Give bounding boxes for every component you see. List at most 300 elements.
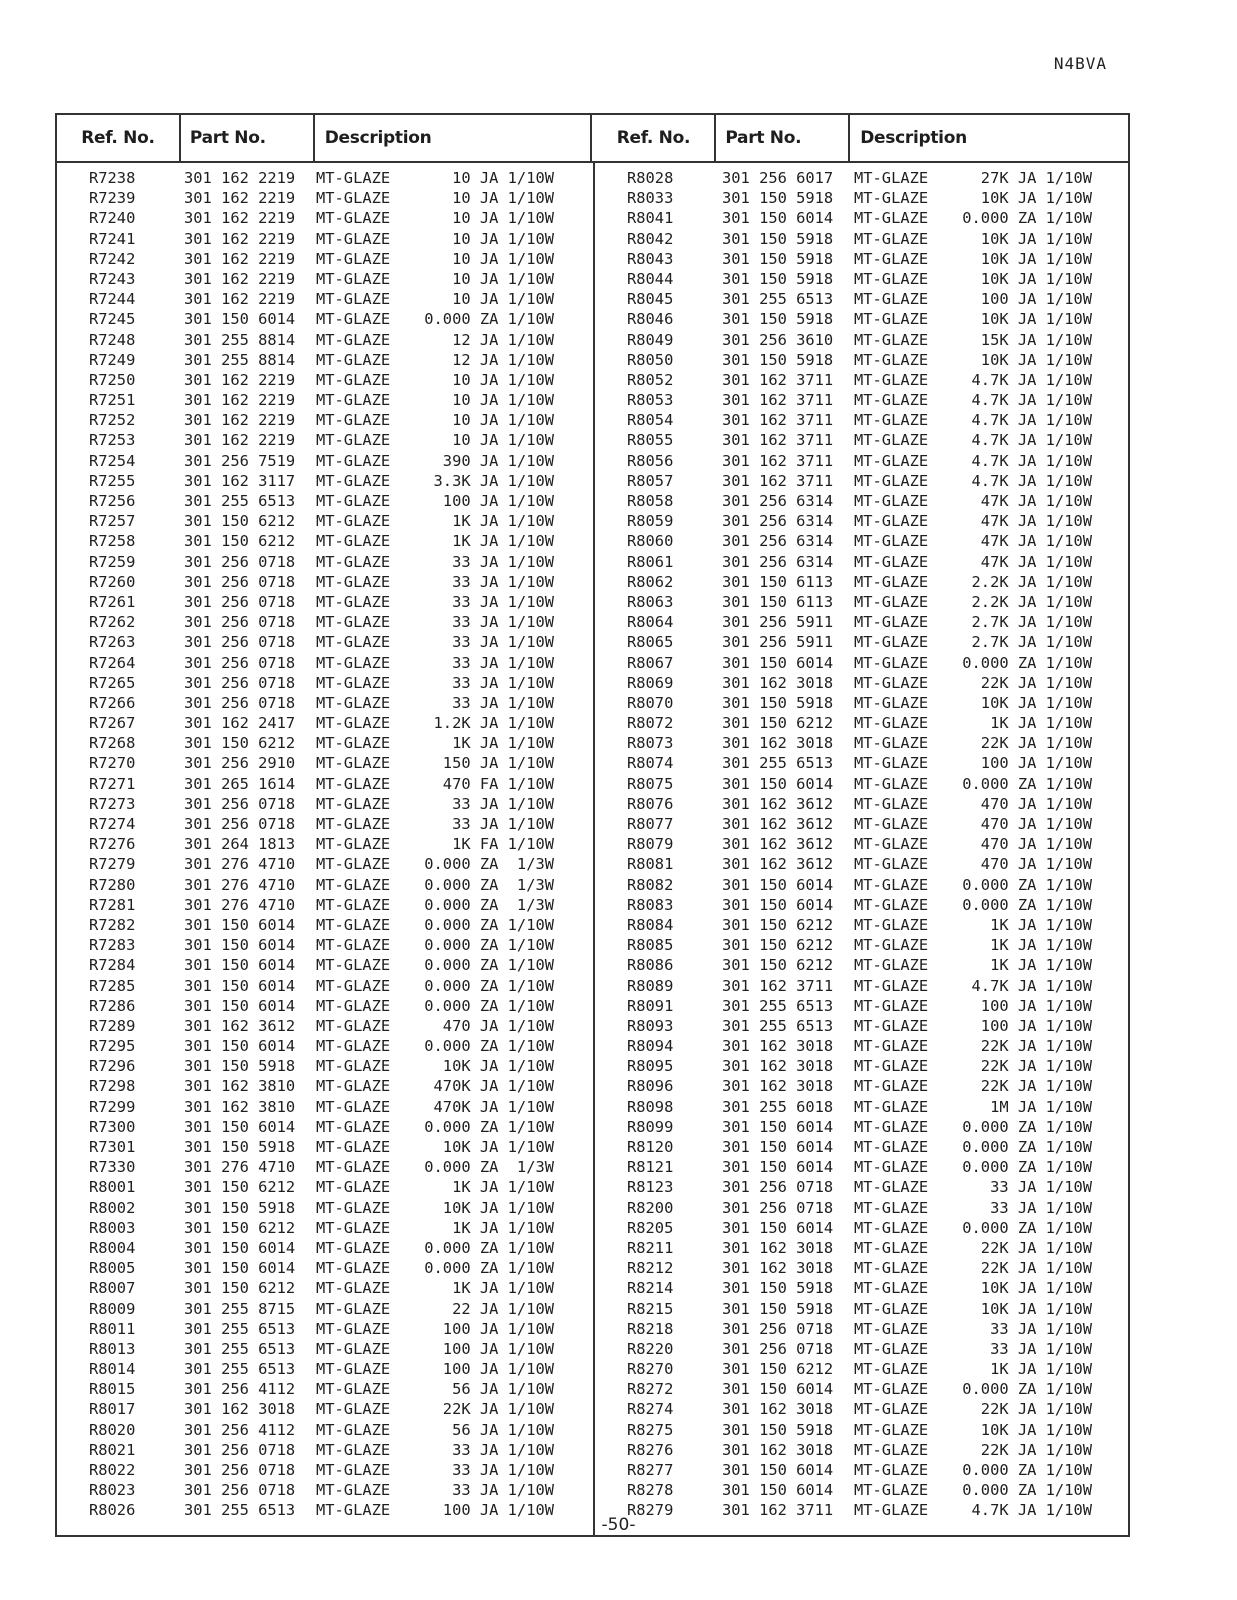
- description-value: 10K JA 1/10W: [980, 310, 1092, 329]
- ref-no: R7242: [89, 249, 136, 268]
- description-value: 12 JA 1/10W: [452, 350, 554, 369]
- part-no: 301 162 2219: [184, 249, 296, 268]
- header-ref-no-right: Ref. No.: [592, 115, 716, 161]
- ref-no: R8079: [627, 835, 674, 854]
- ref-no: R8061: [627, 552, 674, 571]
- description-value: 10K JA 1/10W: [980, 693, 1092, 712]
- part-no: 301 162 2219: [184, 411, 296, 430]
- description-value: 2.2K JA 1/10W: [971, 572, 1092, 591]
- description-value: 0.000 ZA 1/10W: [962, 653, 1092, 672]
- description-type: MT-GLAZE: [316, 1138, 391, 1156]
- description-value: 4.7K JA 1/10W: [971, 471, 1092, 490]
- description-value: 4.7K JA 1/10W: [971, 391, 1092, 410]
- description-type: MT-GLAZE: [316, 1400, 391, 1419]
- description-value: 33 JA 1/10W: [452, 1481, 554, 1500]
- description-value: 10 JA 1/10W: [452, 189, 554, 208]
- description-type: MT-GLAZE: [316, 1481, 391, 1500]
- ref-no: R7279: [89, 855, 136, 874]
- description-value: 4.7K JA 1/10W: [971, 370, 1092, 389]
- description-type: MT-GLAZE: [316, 1360, 391, 1379]
- ref-no: R7260: [89, 572, 136, 591]
- part-no: 301 256 5911: [722, 613, 834, 632]
- ref-no: R8002: [89, 1198, 136, 1217]
- part-no: 301 256 0718: [722, 1339, 834, 1358]
- description-type: MT-GLAZE: [316, 613, 391, 632]
- description-type: MT-GLAZE: [854, 956, 929, 975]
- description-value: 4.7K JA 1/10W: [971, 411, 1092, 430]
- part-no: 301 150 6014: [722, 1138, 834, 1156]
- description-type: MT-GLAZE: [854, 229, 929, 248]
- part-no: 301 150 6212: [184, 734, 296, 753]
- ref-no: R7240: [89, 209, 136, 228]
- description-value: 1K JA 1/10W: [452, 1218, 554, 1237]
- part-no: 301 150 6212: [722, 1360, 834, 1379]
- ref-no: R7274: [89, 815, 136, 833]
- part-no: 301 162 3711: [722, 431, 834, 450]
- description-type: MT-GLAZE: [854, 855, 929, 874]
- description-value: 27K JA 1/10W: [980, 169, 1092, 187]
- part-no: 301 256 0718: [184, 693, 296, 712]
- description-value: 100 JA 1/10W: [980, 754, 1092, 773]
- description-type: MT-GLAZE: [854, 1238, 929, 1257]
- ref-no: R8272: [627, 1380, 674, 1399]
- ref-no: R8044: [627, 269, 674, 288]
- description-type: MT-GLAZE: [854, 1339, 929, 1358]
- description-type: MT-GLAZE: [854, 330, 929, 349]
- description-value: 10 JA 1/10W: [452, 229, 554, 248]
- description-type: MT-GLAZE: [316, 532, 391, 551]
- ref-no: R8009: [89, 1299, 136, 1318]
- ref-no: R8022: [89, 1461, 136, 1479]
- description-type: MT-GLAZE: [854, 189, 929, 208]
- description-value: 33 JA 1/10W: [990, 1198, 1092, 1217]
- description-type: MT-GLAZE: [316, 189, 391, 208]
- description-value: 1K JA 1/10W: [990, 915, 1092, 934]
- part-no: 301 256 0718: [184, 572, 296, 591]
- ref-no: R7249: [89, 350, 136, 369]
- description-value: 10 JA 1/10W: [452, 391, 554, 410]
- ref-no: R8218: [627, 1319, 674, 1338]
- description-value: 100 JA 1/10W: [442, 1319, 554, 1338]
- description-type: MT-GLAZE: [854, 169, 929, 187]
- description-type: MT-GLAZE: [854, 1380, 929, 1399]
- part-no: 301 162 3711: [722, 411, 834, 430]
- part-no: 301 150 6014: [184, 956, 296, 975]
- description-type: MT-GLAZE: [316, 915, 391, 934]
- description-type: MT-GLAZE: [316, 1198, 391, 1217]
- description-type: MT-GLAZE: [316, 1117, 391, 1136]
- ref-no: R7273: [89, 794, 136, 813]
- part-no: 301 150 6014: [184, 1259, 296, 1278]
- description-type: MT-GLAZE: [316, 572, 391, 591]
- description-value: 0.000 ZA 1/10W: [424, 1117, 554, 1136]
- description-value: 470 JA 1/10W: [442, 1016, 554, 1035]
- ref-no: R7238: [89, 169, 136, 187]
- ref-no: R7254: [89, 451, 136, 470]
- part-no: 301 162 3018: [722, 1400, 834, 1419]
- part-no: 301 162 3612: [722, 855, 834, 874]
- description-type: MT-GLAZE: [316, 774, 391, 793]
- description-type: MT-GLAZE: [316, 1178, 391, 1197]
- description-value: 470K JA 1/10W: [433, 1097, 554, 1116]
- part-no: 301 150 6014: [184, 1037, 296, 1056]
- part-no: 301 150 6113: [722, 592, 834, 611]
- ref-no: R7253: [89, 431, 136, 450]
- description-type: MT-GLAZE: [854, 754, 929, 773]
- part-no: 301 150 6014: [184, 996, 296, 1015]
- description-value: 33 JA 1/10W: [990, 1178, 1092, 1197]
- description-value: 10K JA 1/10W: [980, 1420, 1092, 1439]
- description-type: MT-GLAZE: [316, 290, 391, 309]
- description-value: 0.000 ZA 1/10W: [962, 1380, 1092, 1399]
- ref-no: R8083: [627, 895, 674, 914]
- part-no: 301 162 3018: [722, 734, 834, 753]
- ref-no: R8058: [627, 492, 674, 510]
- part-no: 301 150 6014: [722, 1117, 834, 1136]
- part-no: 301 150 6014: [722, 774, 834, 793]
- description-value: 47K JA 1/10W: [980, 532, 1092, 551]
- description-type: MT-GLAZE: [316, 1319, 391, 1338]
- description-type: MT-GLAZE: [316, 1501, 391, 1520]
- ref-no: R8278: [627, 1481, 674, 1500]
- ref-no: R7256: [89, 492, 136, 510]
- part-no: 301 256 0718: [722, 1178, 834, 1197]
- description-value: 1M JA 1/10W: [990, 1097, 1092, 1116]
- description-type: MT-GLAZE: [316, 714, 391, 733]
- ref-no: R8096: [627, 1077, 674, 1096]
- description-type: MT-GLAZE: [316, 1238, 391, 1257]
- part-no: 301 162 2417: [184, 714, 296, 733]
- description-value: 150 JA 1/10W: [442, 754, 554, 773]
- description-type: MT-GLAZE: [854, 1117, 929, 1136]
- part-no: 301 276 4710: [184, 855, 296, 874]
- part-no: 301 150 5918: [184, 1198, 296, 1217]
- description-value: 470 FA 1/10W: [442, 774, 554, 793]
- ref-no: R8073: [627, 734, 674, 753]
- column-divider: [593, 161, 595, 1535]
- description-type: MT-GLAZE: [316, 956, 391, 975]
- description-value: 100 JA 1/10W: [980, 290, 1092, 309]
- part-no: 301 150 5918: [722, 249, 834, 268]
- description-type: MT-GLAZE: [316, 229, 391, 248]
- description-type: MT-GLAZE: [854, 714, 929, 733]
- part-no: 301 256 0718: [184, 633, 296, 652]
- part-no: 301 256 0718: [722, 1198, 834, 1217]
- ref-no: R7283: [89, 936, 136, 955]
- part-no: 301 162 3711: [722, 370, 834, 389]
- ref-no: R8121: [627, 1158, 674, 1177]
- description-value: 3.3K JA 1/10W: [433, 471, 554, 490]
- description-type: MT-GLAZE: [316, 471, 391, 490]
- ref-no: R7263: [89, 633, 136, 652]
- part-no: 301 255 6513: [722, 754, 834, 773]
- description-type: MT-GLAZE: [316, 169, 391, 187]
- description-type: MT-GLAZE: [316, 855, 391, 874]
- description-value: 22K JA 1/10W: [980, 1077, 1092, 1096]
- description-value: 10K JA 1/10W: [980, 1299, 1092, 1318]
- part-no: 301 150 6212: [722, 936, 834, 955]
- ref-no: R7262: [89, 613, 136, 632]
- ref-no: R8220: [627, 1339, 674, 1358]
- part-no: 301 150 6014: [184, 936, 296, 955]
- description-type: MT-GLAZE: [854, 1501, 929, 1520]
- description-type: MT-GLAZE: [854, 1481, 929, 1500]
- ref-no: R7296: [89, 1057, 136, 1076]
- part-no: 301 150 6212: [722, 915, 834, 934]
- part-no: 301 162 3612: [722, 794, 834, 813]
- ref-no: R8004: [89, 1238, 136, 1257]
- description-type: MT-GLAZE: [316, 936, 391, 955]
- part-no: 301 150 6014: [722, 895, 834, 914]
- description-type: MT-GLAZE: [854, 633, 929, 652]
- ref-no: R8041: [627, 209, 674, 228]
- description-value: 1K JA 1/10W: [990, 936, 1092, 955]
- description-type: MT-GLAZE: [854, 310, 929, 329]
- description-value: 10 JA 1/10W: [452, 290, 554, 309]
- part-no: 301 150 6014: [722, 1380, 834, 1399]
- ref-no: R8094: [627, 1037, 674, 1056]
- part-no: 301 255 6513: [722, 290, 834, 309]
- part-no: 301 256 6314: [722, 532, 834, 551]
- part-no: 301 162 2219: [184, 370, 296, 389]
- description-type: MT-GLAZE: [854, 1400, 929, 1419]
- description-type: MT-GLAZE: [854, 1198, 929, 1217]
- description-value: 2.7K JA 1/10W: [971, 613, 1092, 632]
- ref-no: R7270: [89, 754, 136, 773]
- ref-no: R7244: [89, 290, 136, 309]
- description-type: MT-GLAZE: [854, 774, 929, 793]
- description-value: 22K JA 1/10W: [980, 1037, 1092, 1056]
- description-type: MT-GLAZE: [316, 209, 391, 228]
- part-no: 301 162 2219: [184, 431, 296, 450]
- header-ref-no: Ref. No.: [57, 115, 181, 161]
- ref-no: R8033: [627, 189, 674, 208]
- ref-no: R7281: [89, 895, 136, 914]
- description-type: MT-GLAZE: [854, 915, 929, 934]
- part-no: 301 150 6212: [184, 512, 296, 531]
- description-value: 100 JA 1/10W: [442, 492, 554, 510]
- ref-no: R7257: [89, 512, 136, 531]
- description-value: 4.7K JA 1/10W: [971, 431, 1092, 450]
- description-type: MT-GLAZE: [316, 1279, 391, 1298]
- description-value: 1K JA 1/10W: [452, 734, 554, 753]
- part-no: 301 162 2219: [184, 391, 296, 410]
- ref-no: R7300: [89, 1117, 136, 1136]
- description-type: MT-GLAZE: [854, 411, 929, 430]
- description-type: MT-GLAZE: [316, 1339, 391, 1358]
- header-description-right: Description: [860, 128, 967, 148]
- description-value: 22K JA 1/10W: [980, 1440, 1092, 1459]
- part-no: 301 150 5918: [184, 1138, 296, 1156]
- description-value: 0.000 ZA 1/10W: [424, 310, 554, 329]
- ref-no: R8062: [627, 572, 674, 591]
- part-no: 301 256 6314: [722, 492, 834, 510]
- ref-no: R8023: [89, 1481, 136, 1500]
- part-no: 301 162 3711: [722, 1501, 834, 1520]
- ref-no: R8014: [89, 1360, 136, 1379]
- description-value: 0.000 ZA 1/10W: [962, 1461, 1092, 1479]
- description-type: MT-GLAZE: [854, 1057, 929, 1076]
- description-value: 0.000 ZA 1/10W: [424, 1259, 554, 1278]
- model-code: N4BVA: [1053, 54, 1107, 73]
- ref-no: R8050: [627, 350, 674, 369]
- part-no: 301 162 3018: [722, 1238, 834, 1257]
- ref-no: R8275: [627, 1420, 674, 1439]
- part-no: 301 162 3018: [722, 673, 834, 692]
- description-value: 22K JA 1/10W: [980, 1259, 1092, 1278]
- description-type: MT-GLAZE: [316, 1218, 391, 1237]
- description-type: MT-GLAZE: [316, 592, 391, 611]
- ref-no: R8043: [627, 249, 674, 268]
- ref-no: R7268: [89, 734, 136, 753]
- part-no: 301 256 2910: [184, 754, 296, 773]
- part-no: 301 150 6014: [184, 1238, 296, 1257]
- ref-no: R7239: [89, 189, 136, 208]
- description-value: 0.000 ZA 1/10W: [962, 1481, 1092, 1500]
- description-value: 10 JA 1/10W: [452, 370, 554, 389]
- description-type: MT-GLAZE: [854, 1319, 929, 1338]
- part-no: 301 150 5918: [722, 189, 834, 208]
- ref-no: R8095: [627, 1057, 674, 1076]
- part-no: 301 255 6018: [722, 1097, 834, 1116]
- part-no: 301 256 0718: [184, 552, 296, 571]
- description-value: 1K JA 1/10W: [452, 1279, 554, 1298]
- ref-no: R8001: [89, 1178, 136, 1197]
- description-type: MT-GLAZE: [854, 815, 929, 833]
- ref-no: R7245: [89, 310, 136, 329]
- description-type: MT-GLAZE: [854, 572, 929, 591]
- ref-no: R8063: [627, 592, 674, 611]
- description-value: 10K JA 1/10W: [980, 249, 1092, 268]
- part-no: 301 150 6014: [722, 1481, 834, 1500]
- description-type: MT-GLAZE: [854, 532, 929, 551]
- description-value: 10 JA 1/10W: [452, 269, 554, 288]
- part-no: 301 150 6212: [722, 714, 834, 733]
- part-no: 301 150 6014: [722, 875, 834, 894]
- description-type: MT-GLAZE: [316, 492, 391, 510]
- description-value: 33 JA 1/10W: [452, 552, 554, 571]
- description-value: 33 JA 1/10W: [452, 633, 554, 652]
- description-value: 1K JA 1/10W: [452, 1178, 554, 1197]
- description-value: 0.000 ZA 1/3W: [424, 855, 554, 874]
- part-no: 301 264 1813: [184, 835, 296, 854]
- ref-no: R7243: [89, 269, 136, 288]
- ref-no: R8054: [627, 411, 674, 430]
- ref-no: R7282: [89, 915, 136, 934]
- part-no: 301 255 8715: [184, 1299, 296, 1318]
- ref-no: R8013: [89, 1339, 136, 1358]
- ref-no: R8053: [627, 391, 674, 410]
- description-value: 12 JA 1/10W: [452, 330, 554, 349]
- description-value: 22K JA 1/10W: [442, 1400, 554, 1419]
- part-no: 301 162 3810: [184, 1077, 296, 1096]
- description-type: MT-GLAZE: [316, 1057, 391, 1076]
- description-type: MT-GLAZE: [854, 1097, 929, 1116]
- description-value: 470 JA 1/10W: [980, 815, 1092, 833]
- ref-no: R8077: [627, 815, 674, 833]
- description-type: MT-GLAZE: [854, 431, 929, 450]
- ref-no: R7248: [89, 330, 136, 349]
- description-type: MT-GLAZE: [316, 1158, 391, 1177]
- description-value: 0.000 ZA 1/3W: [424, 875, 554, 894]
- description-value: 10K JA 1/10W: [442, 1198, 554, 1217]
- ref-no: R7299: [89, 1097, 136, 1116]
- ref-no: R7301: [89, 1138, 136, 1156]
- description-type: MT-GLAZE: [316, 1440, 391, 1459]
- description-value: 10K JA 1/10W: [980, 1279, 1092, 1298]
- description-type: MT-GLAZE: [854, 1016, 929, 1035]
- part-no: 301 276 4710: [184, 875, 296, 894]
- description-value: 1K FA 1/10W: [452, 835, 554, 854]
- part-no: 301 256 0718: [722, 1319, 834, 1338]
- description-value: 33 JA 1/10W: [452, 592, 554, 611]
- description-value: 33 JA 1/10W: [452, 1440, 554, 1459]
- description-type: MT-GLAZE: [854, 613, 929, 632]
- ref-no: R7286: [89, 996, 136, 1015]
- description-value: 1K JA 1/10W: [990, 956, 1092, 975]
- description-type: MT-GLAZE: [854, 976, 929, 995]
- part-no: 301 255 8814: [184, 330, 296, 349]
- description-type: MT-GLAZE: [316, 875, 391, 894]
- description-value: 10 JA 1/10W: [452, 209, 554, 228]
- description-value: 470K JA 1/10W: [433, 1077, 554, 1096]
- description-value: 22K JA 1/10W: [980, 734, 1092, 753]
- description-type: MT-GLAZE: [854, 794, 929, 813]
- part-no: 301 256 0718: [184, 592, 296, 611]
- description-value: 33 JA 1/10W: [452, 572, 554, 591]
- description-type: MT-GLAZE: [316, 673, 391, 692]
- description-type: MT-GLAZE: [854, 1178, 929, 1197]
- ref-no: R8081: [627, 855, 674, 874]
- description-value: 100 JA 1/10W: [442, 1501, 554, 1520]
- part-no: 301 256 5911: [722, 633, 834, 652]
- description-type: MT-GLAZE: [316, 350, 391, 369]
- description-type: MT-GLAZE: [854, 1360, 929, 1379]
- description-type: MT-GLAZE: [316, 1461, 391, 1479]
- part-no: 301 162 3117: [184, 471, 296, 490]
- description-value: 10K JA 1/10W: [980, 269, 1092, 288]
- description-type: MT-GLAZE: [854, 693, 929, 712]
- description-type: MT-GLAZE: [854, 1218, 929, 1237]
- description-type: MT-GLAZE: [316, 391, 391, 410]
- ref-no: R8084: [627, 915, 674, 934]
- description-type: MT-GLAZE: [854, 512, 929, 531]
- part-no: 301 150 6014: [722, 209, 834, 228]
- part-no: 301 150 5918: [722, 693, 834, 712]
- part-no: 301 256 6314: [722, 512, 834, 531]
- description-value: 0.000 ZA 1/10W: [962, 1138, 1092, 1156]
- part-no: 301 150 6212: [184, 532, 296, 551]
- description-value: 0.000 ZA 1/10W: [962, 1117, 1092, 1136]
- part-no: 301 150 5918: [722, 269, 834, 288]
- part-no: 301 162 3018: [722, 1440, 834, 1459]
- part-no: 301 256 0718: [184, 613, 296, 632]
- ref-no: R8200: [627, 1198, 674, 1217]
- ref-no: R8026: [89, 1501, 136, 1520]
- description-type: MT-GLAZE: [316, 451, 391, 470]
- description-type: MT-GLAZE: [316, 633, 391, 652]
- description-type: MT-GLAZE: [316, 370, 391, 389]
- description-type: MT-GLAZE: [854, 1461, 929, 1479]
- description-type: MT-GLAZE: [316, 794, 391, 813]
- description-value: 10K JA 1/10W: [980, 350, 1092, 369]
- header-part-no-right: Part No.: [716, 115, 850, 161]
- description-value: 1K JA 1/10W: [990, 1360, 1092, 1379]
- ref-no: R8072: [627, 714, 674, 733]
- ref-no: R8005: [89, 1259, 136, 1278]
- part-no: 301 162 3711: [722, 976, 834, 995]
- ref-no: R8212: [627, 1259, 674, 1278]
